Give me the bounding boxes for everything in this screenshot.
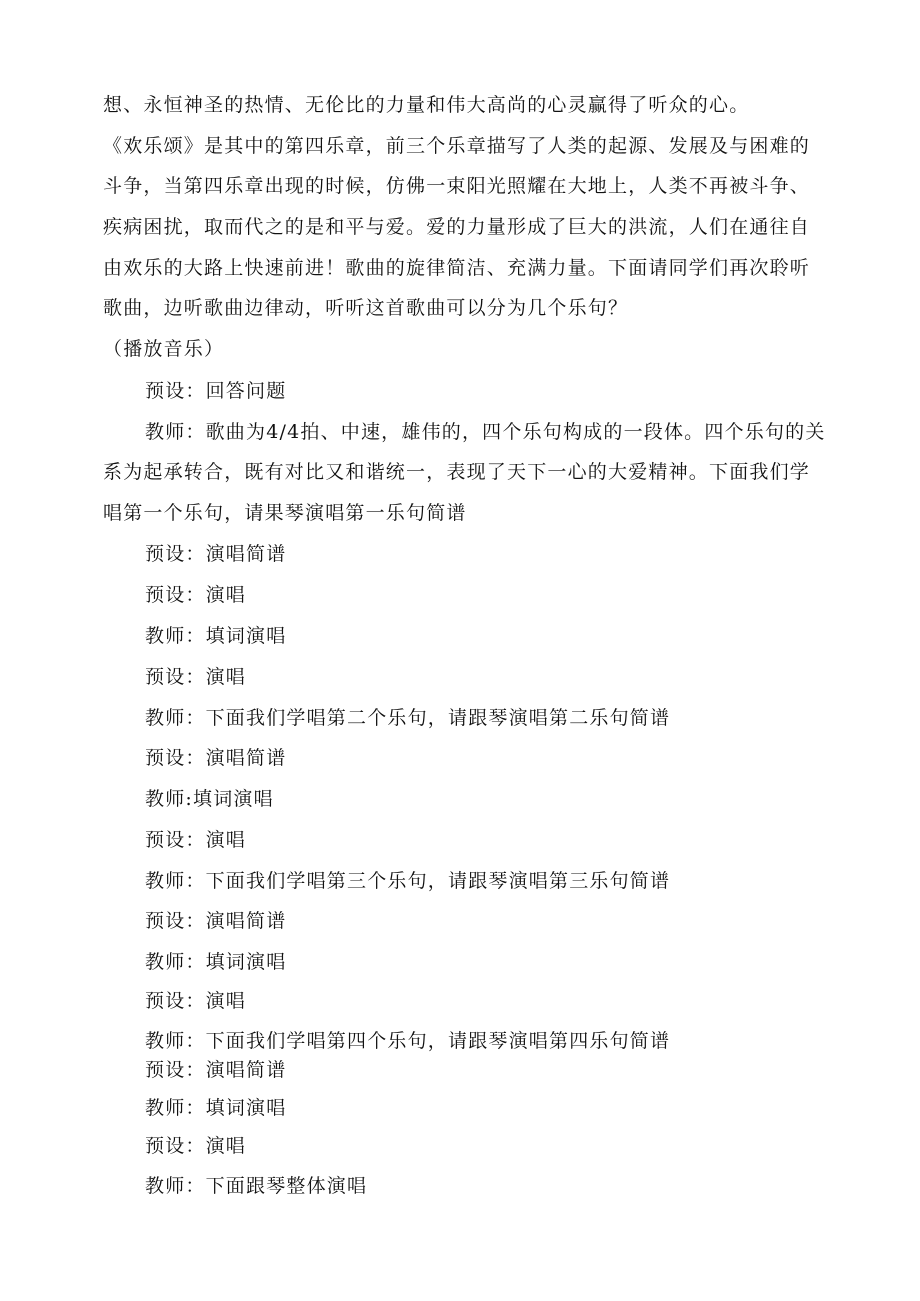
dialogue-line: 教师：下面我们学唱第四个乐句，请跟琴演唱第四乐句简谱 [145,1030,671,1052]
intro-line-5: 由欢乐的大路上快速前进！歌曲的旋律简洁、充满力量。下面请同学们再次聆听 [103,257,811,279]
dialogue-line: 教师:填词演唱 [145,788,274,810]
dialogue-line: 预设：演唱 [145,1135,247,1157]
dialogue-line: 教师：填词演唱 [145,625,287,647]
dialogue-line: 预设：演唱 [145,990,247,1012]
intro-line-6: 歌曲，边听歌曲边律动，听听这首歌曲可以分为几个乐句？ [103,297,629,319]
preset-answer-line: 预设：回答问题 [145,380,287,402]
play-music-note: （播放音乐） [103,338,225,360]
dialogue-line: 教师：填词演唱 [145,1097,287,1119]
dialogue-line: 预设：演唱简谱 [145,543,287,565]
dialogue-line: 教师：下面跟琴整体演唱 [145,1175,368,1197]
dialogue-line: 预设：演唱简谱 [145,910,287,932]
dialogue-line: 教师：下面我们学唱第三个乐句，请跟琴演唱第三乐句简谱 [145,870,671,892]
intro-line-3: 斗争，当第四乐章出现的时候，仿佛一束阳光照耀在大地上，人类不再被斗争、 [103,175,811,197]
dialogue-line: 教师：填词演唱 [145,951,287,973]
dialogue-line: 预设：演唱 [145,666,247,688]
dialogue-line: 预设：演唱简谱 [145,1059,287,1081]
dialogue-line: 预设：演唱 [145,584,247,606]
intro-line-4: 疾病困扰，取而代之的是和平与爱。爱的力量形成了巨大的洪流，人们在通往自 [103,216,811,238]
teacher-explain-line-2: 系为起承转合，既有对比又和谐统一，表现了天下一心的大爱精神。下面我们学 [103,461,811,483]
dialogue-line: 预设：演唱简谱 [145,747,287,769]
teacher-explain-line-1: 教师：歌曲为4/4拍、中速，雄伟的，四个乐句构成的一段体。四个乐句的关 [145,421,826,443]
intro-line-2: 《欢乐颂》是其中的第四乐章，前三个乐章描写了人类的起源、发展及与困难的 [103,135,811,157]
intro-line-1: 想、永恒神圣的热情、无伦比的力量和伟大高尚的心灵赢得了听众的心。 [103,94,750,116]
dialogue-line: 预设：演唱 [145,829,247,851]
teacher-explain-line-3: 唱第一个乐句，请果琴演唱第一乐句简谱 [103,502,467,524]
dialogue-line: 教师：下面我们学唱第二个乐句，请跟琴演唱第二乐句简谱 [145,707,671,729]
